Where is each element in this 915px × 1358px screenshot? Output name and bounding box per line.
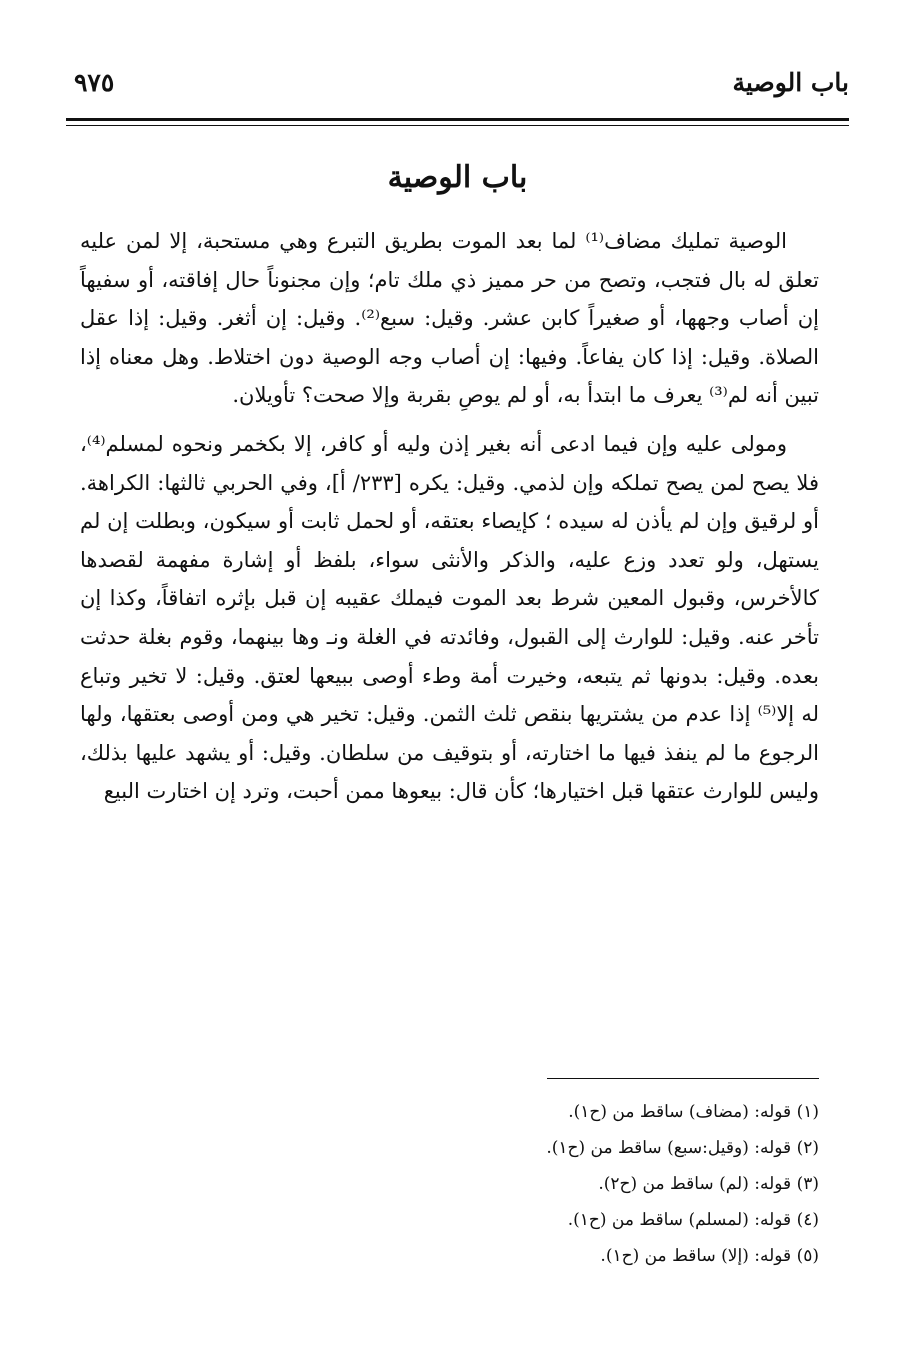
chapter-title: باب الوصية [387, 160, 528, 195]
footnote-separator [547, 1078, 819, 1079]
footnote: (٣) قوله: (لم) ساقط من (ح٢). [598, 1174, 819, 1194]
paragraph: الوصية تمليك مضاف⁽¹⁾ لما بعد الموت بطريق التبرع وهي مستحبة، إلا لمن عليه تعلق له بال فتجب، وتصح من حر مميز ذي ملك تام؛ وإن مجنوناً حال إفاقته، أو سفيهاً إن أصاب وجهها، أو صغيراً كابن عشر. وقيل: سبع⁽²⁾. وقيل: إن أثغر. وقيل: إذا عقل الصلاة. وقيل: إذا كان يفاعاً. وفيها: إن أصاب وجه الوصية دون اختلاط. وهل معناه إذا تبين أنه لم⁽³⁾ يعرف ما ابتدأ به، أو لم يوصِ بقربة وإلا صحت؟ تأويلان. [80, 229, 819, 408]
body-text [80, 222, 819, 811]
header-rule-thick [66, 118, 849, 121]
footnote: (١) قوله: (مضاف) ساقط من (ح١). [568, 1102, 819, 1122]
running-title: باب الوصية [732, 68, 849, 97]
footnote: (٤) قوله: (لمسلم) ساقط من (ح١). [567, 1210, 819, 1230]
page-number: ٩٧٥ [74, 68, 115, 97]
header-rule-thin [66, 125, 849, 126]
footnotes [319, 1094, 819, 1274]
paragraph: ومولى عليه وإن فيما ادعى أنه بغير إذن وليه أو كافر، إلا بكخمر ونحوه لمسلم⁽⁴⁾، فلا يصح لمن يصح تملكه وإن لذمي. وقيل: يكره [٢٣٣/ أ]، وفي الحربي ثالثها: الكراهة. أو لرقيق وإن لم يأذن له سيده ؛ كإيصاء بعتقه، أو لحمل ثابت أو سيكون، وبطلت إن لم يستهل، ولو تعدد وزع عليه، والذكر والأنثى سواء، بلفظ أو إشارة مفهمة لقصدها كالأخرس، وقبول المعين شرط بعد الموت فيملك عقيبه إن قبل بإثره اتفاقاً، وكذا إن تأخر عنه. وقيل: للوارث إلى القبول، وفائدته في الغلة ونـ وها بينهما، وقوم بغلة حدثت بعده. وقيل: بدونها ثم يتبعه، وخيرت أمة وطء أوصى ببيعها لعتق. وقيل: لا تخير وتباع له إلا⁽⁵⁾ إذا عدم من يشتريها بنقص ثلث الثمن. وقيل: تخير هي ومن أوصى بعتقها، ولها الرجوع ما لم ينفذ فيها ما اختارته، أو بتوقيف من سلطان. وقيل: أو يشهد عليها بذلك، وليس للوارث عتقها قبل اختيارها؛ كأن قال: بيعوها ممن أحبت، وترد إن اختارت البيع [80, 431, 819, 804]
page-header [66, 62, 849, 118]
footnote: (٢) قوله: (وقيل:سبع) ساقط من (ح١). [546, 1138, 819, 1158]
footnote: (٥) قوله: (إلا) ساقط من (ح١). [600, 1246, 819, 1266]
